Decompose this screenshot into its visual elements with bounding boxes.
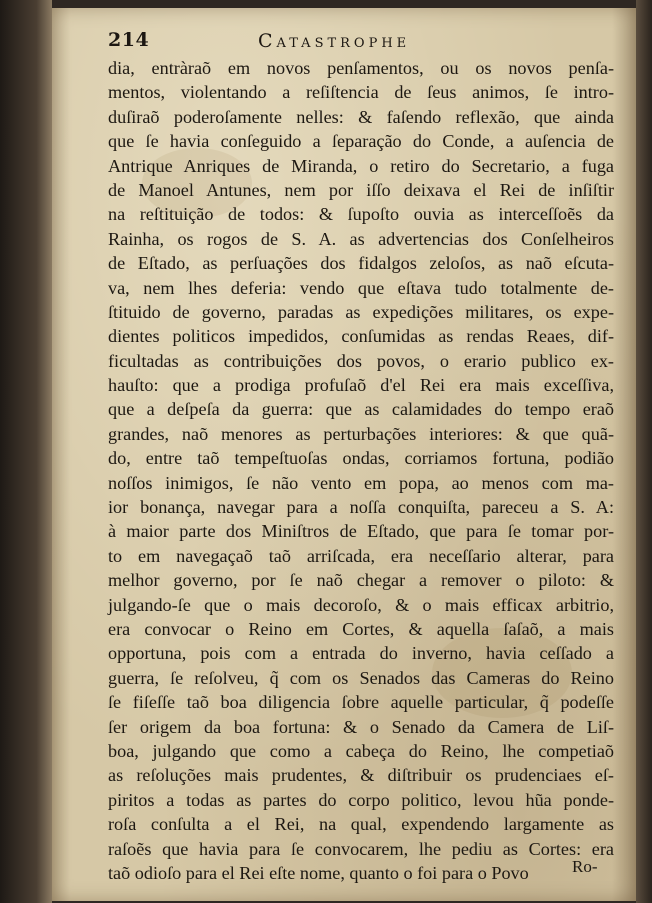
text-line: duſiraõ poderoſamente nelles: & faſendo reflexão, que ainda (108, 106, 614, 127)
text-line: de Manoel Antunes, nem por iſſo deixava el Rei de inſiſtir (108, 179, 614, 200)
running-title: Catastrophe (258, 30, 411, 52)
page-header (108, 29, 608, 55)
body-text (108, 56, 614, 885)
book-gutter-shadow (0, 0, 52, 903)
text-line: Antrique Anriques de Miranda, o retiro do Secretario, a fuga (108, 155, 614, 176)
text-line: piritos a todas as partes do corpo politico, levou hũa ponde- (108, 789, 614, 810)
text-line: ior bonança, navegar para a noſſa conquiſta, pareceu a S. A: (108, 497, 614, 518)
text-line: opportuna, pois com a entrada do inverno, havia ceſſado a (108, 643, 614, 664)
text-line: que ſe havia conſeguido a ſeparação do Conde, a auſencia de (108, 131, 614, 152)
text-line: ſtituido de governo, paradas as expedições militares, os expe- (108, 301, 614, 322)
text-line: na reſtituição de todos: & ſupoſto ouvia as interceſſoẽs da (108, 204, 614, 225)
text-line: boa, julgando que como a cabeça do Reino, lhe competiaõ (108, 740, 614, 761)
text-line: à maior parte dos Miniſtros de Eſtado, que para ſe tomar por- (108, 521, 614, 542)
text-line: to em navegaçaõ taõ arriſcada, era neceſſario alterar, para (108, 545, 614, 566)
text-line: roſa conſulta a el Rei, na qual, expendendo largamente as (108, 814, 614, 835)
text-line: guerra, ſe reſolveu, q̃ com os Senados das Cameras do Reino (108, 667, 614, 688)
page-number: 214 (108, 29, 150, 51)
text-line: era convocar o Reino em Cortes, & aquella ſaſaõ, a mais (108, 618, 614, 639)
text-line: taõ odioſo para el Rei eſte nome, quanto o foi para o Povo (108, 862, 529, 883)
text-line: de Eſtado, as perſuações dos fidalgos zeloſos, as naõ eſcuta- (108, 253, 614, 274)
text-line: dia, entràraõ em novos penſamentos, ou os novos penſa- (108, 58, 614, 78)
text-line: va, nem lhes deferia: vendo que eſtava tudo totalmente de- (108, 277, 614, 298)
catchword: Ro- (572, 857, 598, 876)
text-line: melhor governo, por ſe naõ chegar a remover o piloto: & (108, 570, 614, 591)
text-line: do, entre taõ tempeſtuoſas ondas, corriamos fortuna, podião (108, 448, 614, 469)
text-line: julgando-ſe que o mais decoroſo, & o mais efficax arbitrio, (108, 594, 614, 615)
text-line: as reſoluções mais prudentes, & diſtribuir os prudenciaes eſ- (108, 765, 614, 786)
text-line: Rainha, os rogos de S. A. as advertencias dos Conſelheiros (108, 228, 614, 249)
text-line: que a deſpeſa da guerra: que as calamidades do tempo eraõ (108, 399, 614, 420)
text-line: hauſto: que a prodiga profuſaõ d'el Rei era mais exceſſiva, (108, 375, 614, 396)
text-line: dientes politicos impedidos, conſumidas as rendas Reaes, dif- (108, 326, 614, 347)
text-line: noſſos inimigos, ſe não vento em popa, ao menos com ma- (108, 472, 614, 493)
text-line: raſoẽs que havia para ſe convocarem, lhe pediu as Cortes: era (108, 838, 614, 859)
text-line: ficultadas as contribuições dos povos, o erario publico ex- (108, 350, 614, 371)
text-line: ſer origem da boa fortuna: & o Senado da Camera de Liſ- (108, 716, 614, 737)
page-edge-shadow (636, 0, 652, 903)
text-line: grandes, naõ menores as perturbações interiores: & que quã- (108, 423, 614, 444)
text-line: ſe fiſeſſe taõ boa diligencia ſobre aquelle particular, q̃ podeſſe (108, 692, 614, 713)
text-line: mentos, violentando a reſiſtencia de ſeus animos, ſe intro- (108, 82, 614, 103)
